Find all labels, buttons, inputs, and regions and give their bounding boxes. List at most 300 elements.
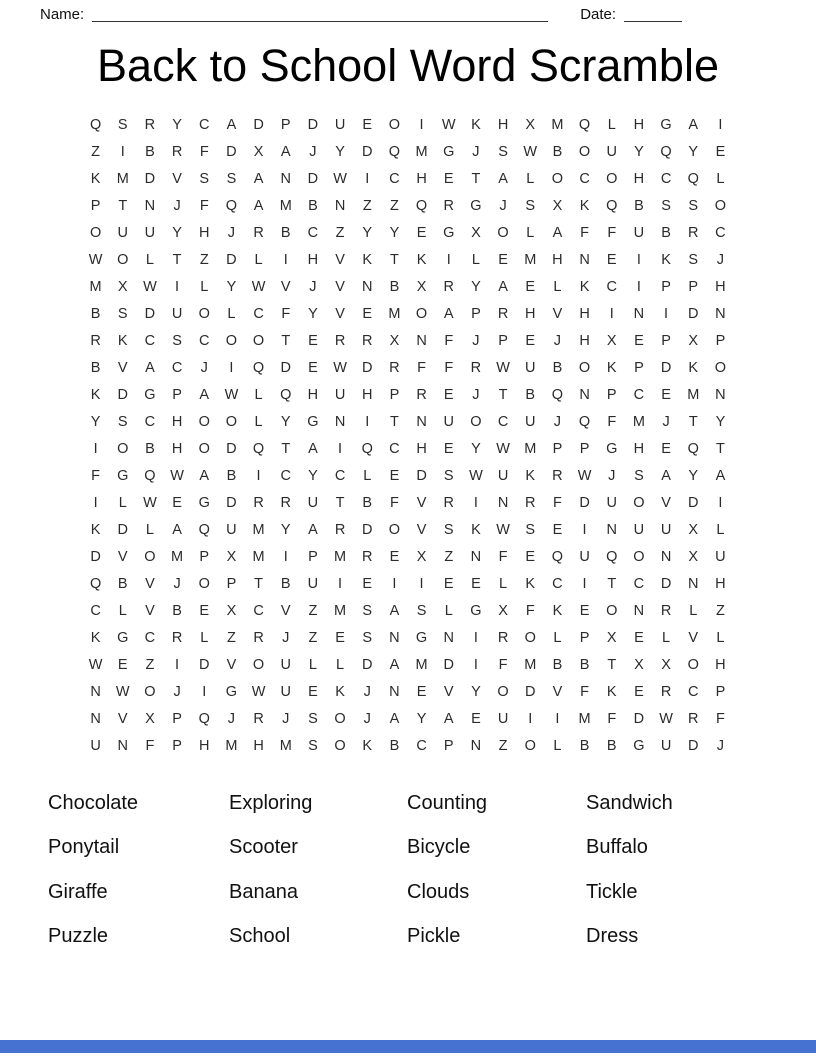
grid-cell: R bbox=[497, 306, 509, 323]
grid-cell: E bbox=[661, 441, 671, 458]
grid-cell: E bbox=[416, 225, 427, 242]
grid-cell: R bbox=[253, 495, 264, 512]
grid-cell: S bbox=[362, 603, 373, 620]
grid-cell: O bbox=[633, 549, 645, 566]
grid-cell: T bbox=[254, 576, 263, 593]
grid-cell: X bbox=[688, 522, 699, 539]
grid-cell: U bbox=[579, 549, 590, 566]
grid-cell: O bbox=[252, 333, 265, 350]
grid-cell: Q bbox=[89, 117, 102, 134]
grid-cell: X bbox=[471, 225, 481, 242]
grid-cell: J bbox=[173, 684, 181, 701]
grid-cell: I bbox=[555, 711, 560, 728]
grid-cell: O bbox=[144, 684, 156, 701]
grid-cell: G bbox=[225, 684, 238, 701]
grid-cell: B bbox=[579, 738, 590, 755]
grid-cell: P bbox=[471, 306, 481, 323]
grid-cell: P bbox=[172, 738, 182, 755]
grid-cell: G bbox=[307, 414, 319, 431]
grid-cell: K bbox=[579, 198, 590, 215]
grid-cell: D bbox=[117, 522, 128, 539]
grid-cell: Y bbox=[715, 414, 726, 431]
grid-cell: N bbox=[579, 387, 590, 404]
grid-cell: P bbox=[172, 711, 182, 728]
grid-cell: R bbox=[334, 333, 346, 350]
grid-cell: Q bbox=[415, 198, 428, 215]
grid-cell: S bbox=[117, 117, 128, 134]
grid-cell: E bbox=[117, 657, 128, 674]
grid-cell: B bbox=[280, 576, 291, 593]
grid-cell: S bbox=[199, 171, 210, 188]
grid-cell: Q bbox=[144, 468, 156, 485]
grid-cell: E bbox=[525, 279, 536, 296]
grid-cell: X bbox=[661, 657, 671, 674]
grid-cell: Q bbox=[687, 441, 699, 458]
grid-cell: T bbox=[281, 333, 291, 350]
grid-cell: F bbox=[607, 414, 617, 431]
grid-cell: N bbox=[470, 549, 482, 566]
grid-cell: K bbox=[416, 252, 427, 269]
grid-cell: J bbox=[309, 144, 317, 161]
grid-cell: K bbox=[362, 738, 373, 755]
grid-cell: K bbox=[606, 360, 617, 377]
grid-cell: U bbox=[307, 576, 319, 593]
grid-cell: H bbox=[416, 171, 427, 188]
grid-cell: S bbox=[525, 198, 536, 215]
grid-cell: N bbox=[362, 279, 373, 296]
grid-cell: R bbox=[688, 225, 699, 242]
grid-cell: A bbox=[552, 225, 563, 242]
grid-cell: E bbox=[362, 576, 373, 593]
grid-cell: Q bbox=[198, 711, 210, 728]
grid-cell: P bbox=[199, 549, 210, 566]
grid-cell: J bbox=[363, 711, 371, 728]
grid-cell: C bbox=[497, 414, 509, 431]
grid-cell: S bbox=[443, 522, 454, 539]
grid-cell: U bbox=[443, 414, 454, 431]
grid-cell: A bbox=[661, 468, 671, 485]
grid-cell: F bbox=[498, 549, 508, 566]
grid-cell: A bbox=[688, 117, 699, 134]
grid-cell: V bbox=[145, 603, 155, 620]
grid-cell: B bbox=[634, 198, 644, 215]
grid-cell: L bbox=[526, 171, 535, 188]
grid-cell: H bbox=[307, 387, 319, 404]
grid-cell: H bbox=[171, 441, 183, 458]
grid-cell: A bbox=[389, 603, 400, 620]
grid-cell: O bbox=[225, 333, 238, 350]
grid-cell: N bbox=[90, 711, 101, 728]
grid-cell: L bbox=[607, 117, 616, 134]
grid-cell: K bbox=[90, 630, 101, 647]
word-list-item: Buffalo bbox=[586, 836, 648, 859]
grid-cell: B bbox=[525, 387, 536, 404]
grid-cell: P bbox=[443, 738, 454, 755]
grid-cell: I bbox=[528, 711, 533, 728]
grid-cell: B bbox=[226, 468, 237, 485]
grid-cell: P bbox=[552, 441, 563, 458]
grid-cell: D bbox=[90, 549, 101, 566]
grid-cell: J bbox=[472, 387, 480, 404]
grid-cell: W bbox=[333, 360, 347, 377]
grid-cell: V bbox=[145, 576, 155, 593]
grid-cell: S bbox=[308, 711, 318, 728]
grid-cell: C bbox=[633, 576, 645, 593]
grid-cell: I bbox=[473, 630, 478, 647]
grid-cell: R bbox=[171, 630, 183, 647]
grid-cell: M bbox=[632, 414, 645, 431]
grid-cell: U bbox=[226, 522, 237, 539]
grid-cell: U bbox=[633, 225, 645, 242]
grid-cell: Z bbox=[362, 198, 372, 215]
grid-cell: L bbox=[227, 306, 236, 323]
grid-cell: K bbox=[90, 171, 101, 188]
grid-cell: I bbox=[473, 657, 478, 674]
grid-cell: P bbox=[308, 549, 318, 566]
grid-cell: D bbox=[660, 360, 672, 377]
grid-cell: Q bbox=[578, 414, 591, 431]
grid-cell: X bbox=[688, 549, 699, 566]
grid-cell: P bbox=[715, 333, 726, 350]
grid-cell: G bbox=[470, 603, 482, 620]
grid-cell: Q bbox=[225, 198, 238, 215]
grid-cell: N bbox=[90, 684, 101, 701]
word-list-item: Clouds bbox=[407, 880, 470, 903]
grid-cell: A bbox=[498, 279, 508, 296]
grid-cell: J bbox=[227, 225, 236, 242]
grid-cell: K bbox=[579, 279, 590, 296]
grid-cell: P bbox=[226, 576, 237, 593]
grid-cell: D bbox=[362, 360, 373, 377]
grid-cell: H bbox=[416, 441, 427, 458]
grid-cell: C bbox=[280, 468, 291, 485]
grid-cell: V bbox=[688, 630, 699, 647]
grid-cell: D bbox=[688, 738, 699, 755]
grid-cell: N bbox=[660, 549, 672, 566]
grid-cell: I bbox=[718, 117, 723, 134]
grid-cell: J bbox=[282, 711, 290, 728]
grid-cell: F bbox=[498, 657, 508, 674]
grid-cell: M bbox=[551, 117, 564, 134]
grid-cell: A bbox=[389, 711, 400, 728]
grid-cell: Y bbox=[634, 144, 644, 161]
grid-cell: U bbox=[280, 657, 291, 674]
grid-cell: G bbox=[443, 144, 455, 161]
grid-cell: G bbox=[415, 630, 428, 647]
grid-cell: G bbox=[470, 198, 482, 215]
grid-cell: Y bbox=[471, 279, 481, 296]
grid-cell: T bbox=[389, 252, 399, 269]
grid-cell: H bbox=[362, 387, 373, 404]
grid-cell: R bbox=[525, 495, 536, 512]
grid-cell: T bbox=[498, 387, 508, 404]
grid-cell: W bbox=[88, 252, 103, 269]
word-list-item: Giraffe bbox=[48, 880, 108, 903]
grid-cell: B bbox=[362, 495, 373, 512]
grid-cell: R bbox=[144, 117, 156, 134]
grid-cell: I bbox=[120, 144, 125, 161]
grid-cell: V bbox=[552, 306, 563, 323]
grid-cell: P bbox=[688, 279, 699, 296]
grid-cell: U bbox=[525, 360, 536, 377]
grid-cell: V bbox=[117, 360, 128, 377]
grid-cell: K bbox=[90, 387, 101, 404]
grid-cell: O bbox=[334, 711, 346, 728]
grid-cell: M bbox=[524, 252, 537, 269]
grid-cell: Y bbox=[688, 468, 699, 485]
grid-cell: U bbox=[280, 684, 291, 701]
grid-cell: D bbox=[579, 495, 590, 512]
grid-cell: W bbox=[496, 441, 510, 458]
grid-cell: H bbox=[715, 576, 726, 593]
grid-cell: R bbox=[443, 198, 454, 215]
grid-cell: L bbox=[118, 603, 127, 620]
grid-cell: O bbox=[524, 738, 536, 755]
grid-cell: R bbox=[443, 279, 454, 296]
grid-cell: S bbox=[416, 603, 427, 620]
grid-cell: C bbox=[715, 225, 726, 242]
grid-cell: H bbox=[253, 738, 264, 755]
grid-cell: O bbox=[252, 657, 265, 674]
grid-cell: G bbox=[633, 738, 645, 755]
grid-cell: H bbox=[497, 117, 509, 134]
grid-cell: C bbox=[253, 603, 264, 620]
grid-cell: D bbox=[280, 360, 291, 377]
grid-cell: H bbox=[579, 306, 590, 323]
grid-cell: R bbox=[90, 333, 101, 350]
grid-cell: O bbox=[714, 198, 727, 215]
grid-cell: I bbox=[229, 360, 234, 377]
grid-cell: I bbox=[338, 441, 343, 458]
grid-cell: V bbox=[117, 711, 128, 728]
grid-cell: M bbox=[687, 387, 700, 404]
word-list-item: Puzzle bbox=[48, 925, 109, 948]
grid-cell: W bbox=[170, 468, 184, 485]
grid-cell: M bbox=[415, 144, 428, 161]
grid-cell: O bbox=[524, 630, 536, 647]
grid-cell: N bbox=[389, 684, 400, 701]
grid-cell: W bbox=[251, 279, 266, 296]
grid-cell: N bbox=[715, 387, 726, 404]
grid-cell: E bbox=[308, 360, 318, 377]
grid-cell: E bbox=[471, 711, 481, 728]
grid-cell: N bbox=[144, 198, 156, 215]
grid-cell: A bbox=[498, 171, 508, 188]
word-list-item: Banana bbox=[229, 880, 298, 903]
grid-cell: E bbox=[579, 603, 590, 620]
grid-cell: R bbox=[660, 603, 672, 620]
grid-cell: V bbox=[552, 684, 563, 701]
grid-cell: O bbox=[578, 144, 591, 161]
grid-cell: E bbox=[634, 684, 644, 701]
grid-cell: E bbox=[389, 549, 400, 566]
grid-cell: N bbox=[579, 252, 590, 269]
grid-cell: Q bbox=[578, 117, 591, 134]
grid-cell: F bbox=[91, 468, 100, 485]
grid-cell: O bbox=[334, 738, 346, 755]
grid-cell: P bbox=[606, 387, 617, 404]
grid-cell: J bbox=[472, 144, 480, 161]
grid-cell: R bbox=[552, 468, 563, 485]
grid-cell: E bbox=[525, 333, 536, 350]
grid-cell: Z bbox=[308, 630, 318, 647]
grid-cell: A bbox=[253, 171, 264, 188]
grid-cell: O bbox=[497, 684, 509, 701]
grid-cell: S bbox=[362, 630, 373, 647]
grid-cell: H bbox=[171, 414, 183, 431]
grid-cell: J bbox=[227, 711, 236, 728]
grid-cell: D bbox=[199, 657, 210, 674]
grid-cell: G bbox=[660, 117, 672, 134]
grid-cell: V bbox=[335, 279, 345, 296]
grid-cell: Y bbox=[471, 441, 481, 458]
grid-cell: D bbox=[362, 657, 373, 674]
grid-cell: E bbox=[443, 387, 454, 404]
grid-cell: H bbox=[307, 252, 319, 269]
grid-cell: A bbox=[226, 117, 237, 134]
grid-cell: M bbox=[116, 171, 129, 188]
grid-cell: Y bbox=[308, 468, 318, 485]
grid-cell: T bbox=[118, 198, 128, 215]
grid-cell: K bbox=[552, 603, 563, 620]
grid-cell: F bbox=[417, 360, 426, 377]
grid-cell: O bbox=[578, 360, 591, 377]
grid-cell: U bbox=[660, 738, 672, 755]
grid-cell: E bbox=[308, 684, 318, 701]
grid-cell: I bbox=[582, 522, 587, 539]
grid-cell: J bbox=[282, 630, 290, 647]
grid-cell: I bbox=[664, 306, 669, 323]
grid-cell: U bbox=[633, 522, 645, 539]
grid-cell: A bbox=[280, 144, 291, 161]
grid-cell: N bbox=[389, 630, 400, 647]
grid-cell: T bbox=[471, 171, 481, 188]
grid-cell: I bbox=[175, 657, 180, 674]
word-list-item: Exploring bbox=[229, 791, 313, 814]
grid-cell: Q bbox=[606, 549, 618, 566]
grid-cell: C bbox=[253, 306, 264, 323]
grid-cell: N bbox=[416, 414, 427, 431]
grid-cell: S bbox=[688, 252, 699, 269]
grid-cell: B bbox=[389, 279, 400, 296]
grid-cell: T bbox=[607, 657, 617, 674]
grid-cell: B bbox=[90, 306, 101, 323]
grid-cell: L bbox=[254, 252, 263, 269]
grid-cell: C bbox=[633, 387, 645, 404]
grid-cell: W bbox=[577, 468, 592, 485]
grid-cell: L bbox=[553, 279, 562, 296]
grid-cell: E bbox=[634, 630, 644, 647]
grid-cell: E bbox=[362, 117, 373, 134]
grid-cell: Z bbox=[335, 225, 345, 242]
grid-cell: O bbox=[606, 171, 618, 188]
grid-cell: Y bbox=[172, 117, 182, 134]
grid-cell: Q bbox=[89, 576, 102, 593]
grid-cell: I bbox=[419, 117, 424, 134]
grid-cell: S bbox=[172, 333, 182, 350]
grid-cell: C bbox=[579, 171, 590, 188]
grid-cell: M bbox=[252, 522, 265, 539]
grid-cell: N bbox=[633, 603, 645, 620]
grid-cell: J bbox=[499, 198, 507, 215]
grid-cell: X bbox=[226, 549, 237, 566]
grid-cell: T bbox=[607, 576, 617, 593]
grid-cell: C bbox=[171, 360, 183, 377]
grid-cell: A bbox=[253, 198, 264, 215]
grid-cell: W bbox=[496, 360, 510, 377]
grid-cell: B bbox=[90, 360, 101, 377]
grid-cell: Z bbox=[444, 549, 454, 566]
grid-cell: J bbox=[472, 333, 480, 350]
grid-cell: U bbox=[497, 711, 509, 728]
grid-cell: K bbox=[362, 252, 373, 269]
grid-cell: I bbox=[202, 684, 207, 701]
grid-cell: R bbox=[253, 225, 264, 242]
name-fill-line bbox=[92, 6, 548, 22]
grid-cell: X bbox=[525, 117, 536, 134]
grid-cell: R bbox=[280, 495, 291, 512]
grid-cell: Q bbox=[687, 171, 699, 188]
date-label: Date: bbox=[580, 6, 617, 23]
grid-cell: B bbox=[145, 441, 155, 458]
grid-cell: Y bbox=[226, 279, 237, 296]
grid-cell: F bbox=[199, 198, 209, 215]
grid-cell: D bbox=[144, 306, 156, 323]
grid-cell: F bbox=[281, 306, 291, 323]
grid-cell: I bbox=[582, 576, 587, 593]
grid-cell: C bbox=[660, 171, 672, 188]
grid-cell: Q bbox=[198, 522, 210, 539]
grid-cell: C bbox=[334, 468, 346, 485]
grid-cell: F bbox=[199, 144, 209, 161]
grid-cell: S bbox=[525, 522, 536, 539]
grid-cell: Z bbox=[145, 657, 155, 674]
grid-cell: T bbox=[389, 414, 399, 431]
grid-cell: E bbox=[416, 684, 427, 701]
grid-cell: E bbox=[172, 495, 182, 512]
grid-cell: Q bbox=[551, 549, 564, 566]
grid-cell: B bbox=[606, 738, 617, 755]
grid-cell: M bbox=[388, 306, 401, 323]
grid-cell: L bbox=[336, 657, 345, 674]
grid-cell: E bbox=[362, 306, 373, 323]
grid-cell: X bbox=[253, 144, 264, 161]
grid-cell: N bbox=[715, 306, 726, 323]
grid-cell: E bbox=[199, 603, 210, 620]
grid-cell: P bbox=[172, 387, 182, 404]
grid-cell: G bbox=[117, 630, 129, 647]
grid-cell: Y bbox=[172, 225, 182, 242]
grid-cell: L bbox=[716, 630, 725, 647]
grid-cell: L bbox=[145, 252, 154, 269]
grid-cell: O bbox=[606, 603, 618, 620]
grid-cell: B bbox=[552, 657, 563, 674]
grid-cell: Y bbox=[280, 522, 291, 539]
grid-cell: G bbox=[144, 387, 156, 404]
grid-cell: O bbox=[225, 414, 238, 431]
grid-cell: X bbox=[416, 279, 427, 296]
grid-cell: V bbox=[443, 684, 454, 701]
grid-cell: G bbox=[198, 495, 210, 512]
word-list-item: Counting bbox=[407, 791, 488, 814]
grid-cell: E bbox=[552, 522, 563, 539]
grid-cell: U bbox=[660, 522, 672, 539]
grid-cell: H bbox=[552, 252, 563, 269]
grid-cell: I bbox=[392, 576, 397, 593]
grid-cell: Z bbox=[226, 630, 236, 647]
grid-cell: I bbox=[283, 549, 288, 566]
grid-cell: V bbox=[280, 279, 291, 296]
